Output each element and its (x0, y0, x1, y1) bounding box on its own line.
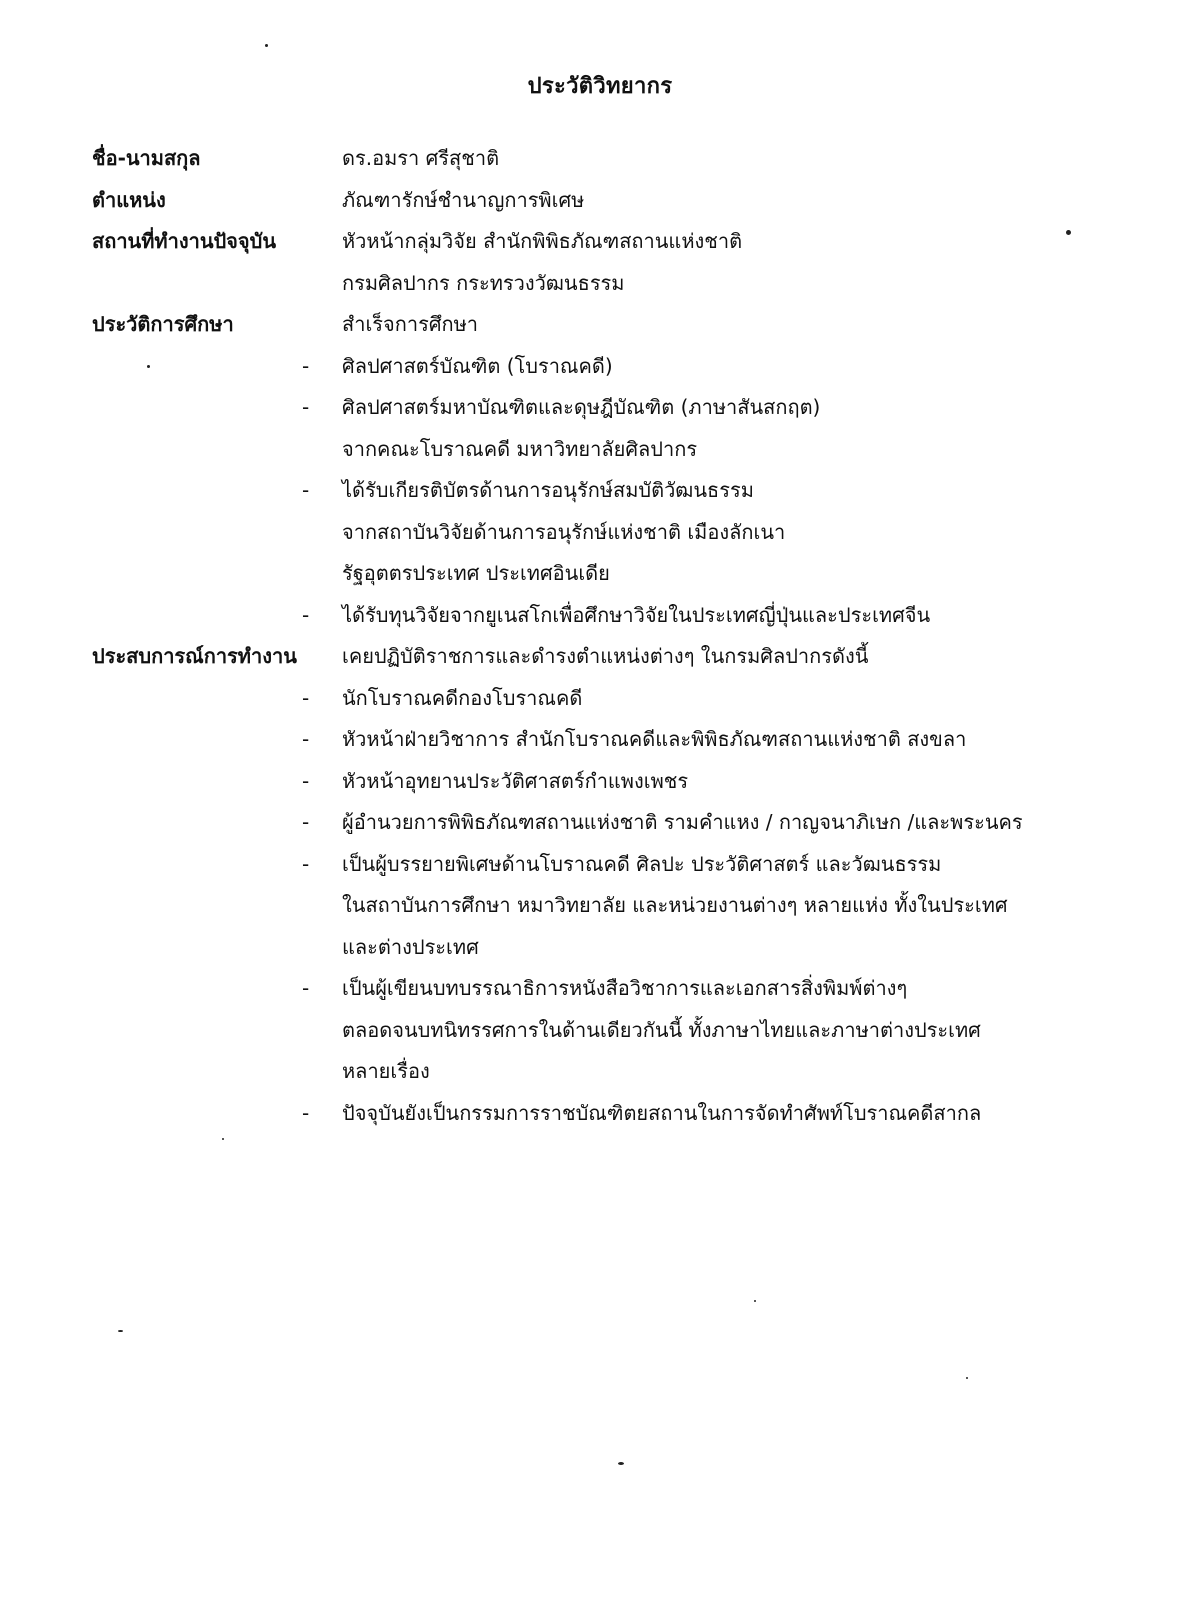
education-item-cont (92, 553, 1092, 595)
workplace-line: หัวหน้ากลุ่มวิจัย สำนักพิพิธภัณฑสถานแห่งชาติ (342, 229, 743, 253)
bullet-dash: - (302, 727, 310, 751)
experience-item-line: ผู้อำนวยการพิพิธภัณฑสถานแห่งชาติ รามคำแหง / กาญจนาภิเษก /และพระนคร (342, 810, 1023, 834)
scan-speck (222, 1138, 224, 1140)
education-intro: สำเร็จการศึกษา (342, 312, 479, 336)
bullet-dash: - (302, 976, 310, 1000)
document-title: ประวัติวิทยากร (527, 74, 673, 99)
scan-speck (618, 1462, 624, 1465)
experience-item (92, 802, 1092, 844)
experience-label: ประสบการณ์การทำงาน (92, 644, 297, 668)
experience-item (92, 968, 1092, 1010)
bullet-dash: - (302, 768, 310, 793)
education-row (92, 304, 1092, 346)
experience-item (92, 719, 1092, 761)
education-item-line: รัฐอุตตรประเทศ ประเทศอินเดีย (342, 561, 610, 585)
education-item (92, 470, 1092, 512)
scan-speck (118, 1330, 123, 1332)
scan-speck (1066, 230, 1071, 235)
experience-item-line: หัวหน้าฝ่ายวิชาการ สำนักโบราณคดีและพิพิธภัณฑสถานแห่งชาติ สงขลา (342, 727, 967, 751)
education-item (92, 595, 1092, 637)
experience-item-line: หัวหน้าอุทยานประวัติศาสตร์กำแพงเพชร (342, 768, 689, 793)
experience-item (92, 844, 1092, 886)
experience-item-line: เป็นผู้เขียนบทบรรณาธิการหนังสือวิชาการและเอกสารสิ่งพิมพ์ต่างๆ (342, 976, 908, 1000)
education-item-line: จากสถาบันวิจัยด้านการอนุรักษ์แห่งชาติ เมืองลักเนา (342, 519, 786, 544)
experience-item-cont (92, 927, 1092, 969)
experience-item-line: เป็นผู้บรรยายพิเศษด้านโบราณคดี ศิลปะ ประวัติศาสตร์ และวัฒนธรรม (342, 851, 942, 876)
experience-intro: เคยปฏิบัติราชการและดำรงตำแหน่งต่างๆ ในกรมศิลปากรดังนี้ (342, 644, 869, 668)
scan-speck (265, 44, 268, 47)
bullet-dash: - (302, 685, 310, 710)
workplace-row-cont (92, 263, 1092, 305)
experience-item-line: ปัจจุบันยังเป็นกรรมการราชบัณฑิตยสถานในการจัดทำศัพท์โบราณคดีสากล (342, 1100, 982, 1125)
experience-item-line: ในสถาบันการศึกษา หมาวิทยาลัย และหน่วยงานต่างๆ หลายแห่ง ทั้งในประเทศ (342, 893, 1008, 917)
education-item-line: ได้รับทุนวิจัยจากยูเนสโกเพื่อศึกษาวิจัยในประเทศญี่ปุ่นและประเทศจีน (342, 602, 931, 627)
bullet-dash: - (302, 810, 310, 834)
education-item-line: ศิลปศาสตร์บัณฑิต (โบราณคดี) (342, 353, 613, 378)
experience-item-cont (92, 885, 1092, 927)
experience-item (92, 678, 1092, 720)
experience-item-cont (92, 1010, 1092, 1052)
name-value: ดร.อมรา ศรีสุชาติ (342, 146, 500, 170)
experience-item-line: นักโบราณคดีกองโบราณคดี (342, 685, 583, 710)
bullet-dash: - (302, 1100, 310, 1125)
bullet-dash: - (302, 851, 310, 876)
scan-speck (966, 1377, 968, 1379)
education-item (92, 346, 1092, 388)
experience-item (92, 761, 1092, 803)
workplace-line: กรมศิลปากร กระทรวงวัฒนธรรม (342, 270, 625, 295)
experience-row (92, 636, 1092, 678)
experience-item-line: ตลอดจนบทนิทรรศการในด้านเดียวกันนี้ ทั้งภาษาไทยและภาษาต่างประเทศ (342, 1017, 981, 1042)
bullet-dash: - (302, 353, 310, 378)
experience-item (92, 1093, 1092, 1135)
education-item-line: ได้รับเกียรติบัตรด้านการอนุรักษ์สมบัติวัฒนธรรม (342, 478, 754, 502)
education-item-cont (92, 429, 1092, 471)
experience-item-line: และต่างประเทศ (342, 934, 479, 959)
workplace-label: สถานที่ทำงานปัจจุบัน (92, 229, 276, 253)
bullet-dash: - (302, 478, 310, 502)
education-item-line: ศิลปศาสตร์มหาบัณฑิตและดุษฎีบัณฑิต (ภาษาสันสกฤต) (342, 395, 821, 419)
scan-speck (147, 365, 150, 368)
education-item-cont (92, 512, 1092, 554)
education-item (92, 387, 1092, 429)
scan-speck (754, 1300, 756, 1302)
position-value: ภัณฑารักษ์ชำนาญการพิเศษ (342, 187, 585, 212)
workplace-row (92, 221, 1092, 263)
name-row (92, 138, 1092, 180)
biography-content (92, 138, 1092, 1134)
bullet-dash: - (302, 602, 310, 627)
position-label: ตำแหน่ง (92, 187, 166, 212)
bullet-dash: - (302, 395, 310, 419)
name-label: ชื่อ-นามสกุล (92, 146, 201, 170)
education-item-line: จากคณะโบราณคดี มหาวิทยาลัยศิลปากร (342, 436, 698, 461)
experience-item-cont (92, 1051, 1092, 1093)
position-row (92, 180, 1092, 222)
education-label: ประวัติการศึกษา (92, 312, 234, 336)
experience-item-line: หลายเรื่อง (342, 1059, 430, 1083)
